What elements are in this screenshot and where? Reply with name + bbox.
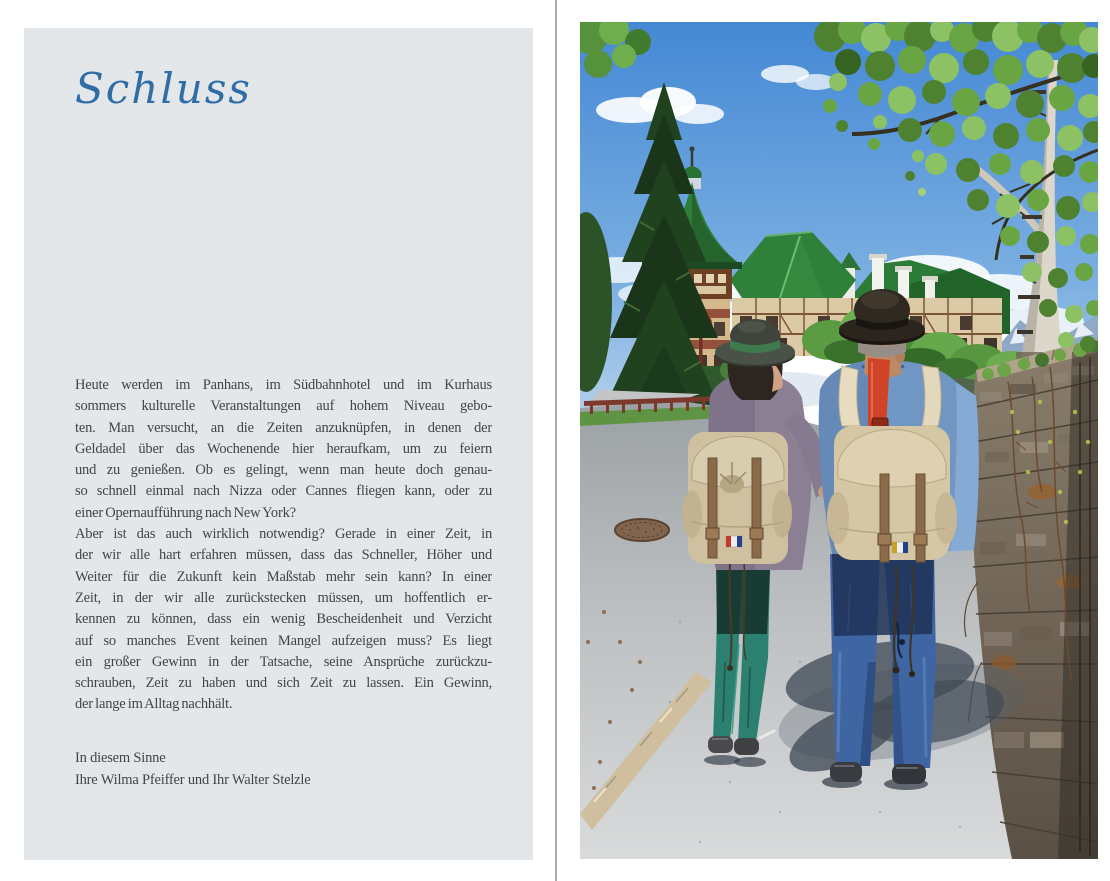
text-line: ein großer Gewinn in der Tatsache, seine Ansprüche zurückzu- xyxy=(75,653,492,670)
text-line: Heute werden im Panhans, im Südbahnhotel und im Kurhaus xyxy=(75,377,492,393)
text-line: Geldadel über das Wochenende hier heraufkam, um zu feiern xyxy=(75,440,492,457)
text-line: und zu genießen. Ob es gelingt, wenn man heute doch genau- xyxy=(75,462,492,479)
closing-block xyxy=(75,748,492,791)
closing-line: In diesem Sinne xyxy=(75,750,166,766)
signature-line: Ihre Wilma Pfeiffer und Ihr Walter Stelzle xyxy=(75,771,311,788)
manhole-cover xyxy=(615,519,669,541)
text-line: Aber ist das auch wirklich notwendig? Gerade in einer Zeit, in xyxy=(75,526,492,543)
text-line: einer Opernaufführung nach New York? xyxy=(75,504,296,521)
text-line: sommers kulturelle Veranstaltungen auf hohem Niveau gebo- xyxy=(75,398,492,415)
left-page-panel xyxy=(24,28,533,860)
paragraph-1 xyxy=(75,375,492,524)
hikers-photo xyxy=(580,22,1098,859)
text-line: ten. Man versucht, an die Zeiten anzuknüpfen, in denen der xyxy=(75,419,492,436)
right-page xyxy=(557,0,1110,881)
text-line: Zeit, in der wir alle zurückstecken müssen, um hoffentlich er- xyxy=(75,589,492,606)
text-line: schrauben, Zeit zu haben und sich Zeit zu lassen. Ein Gewinn, xyxy=(75,675,492,692)
text-line: der wir alle hart erfahren müssen, dass das Schneller, Höher und xyxy=(75,547,492,564)
paragraph-2 xyxy=(75,524,492,716)
text-line: auf so manches Event keinen Mangel aufzeigen muss? Es liegt xyxy=(75,632,492,649)
text-line: Weiter für die Zukunft kein Maßstab mehr sein kann? In einer xyxy=(75,568,492,585)
text-line: kennen zu können, dass ein wenig Bescheidenheit und Verzicht xyxy=(75,611,492,628)
text-line: der lange im Alltag nachhält. xyxy=(75,696,233,713)
text-line: so schnell einmal nach Nizza oder Cannes fliegen kann, oder zu xyxy=(75,483,492,500)
chapter-title: Schluss xyxy=(75,64,252,113)
body-text xyxy=(75,375,492,716)
